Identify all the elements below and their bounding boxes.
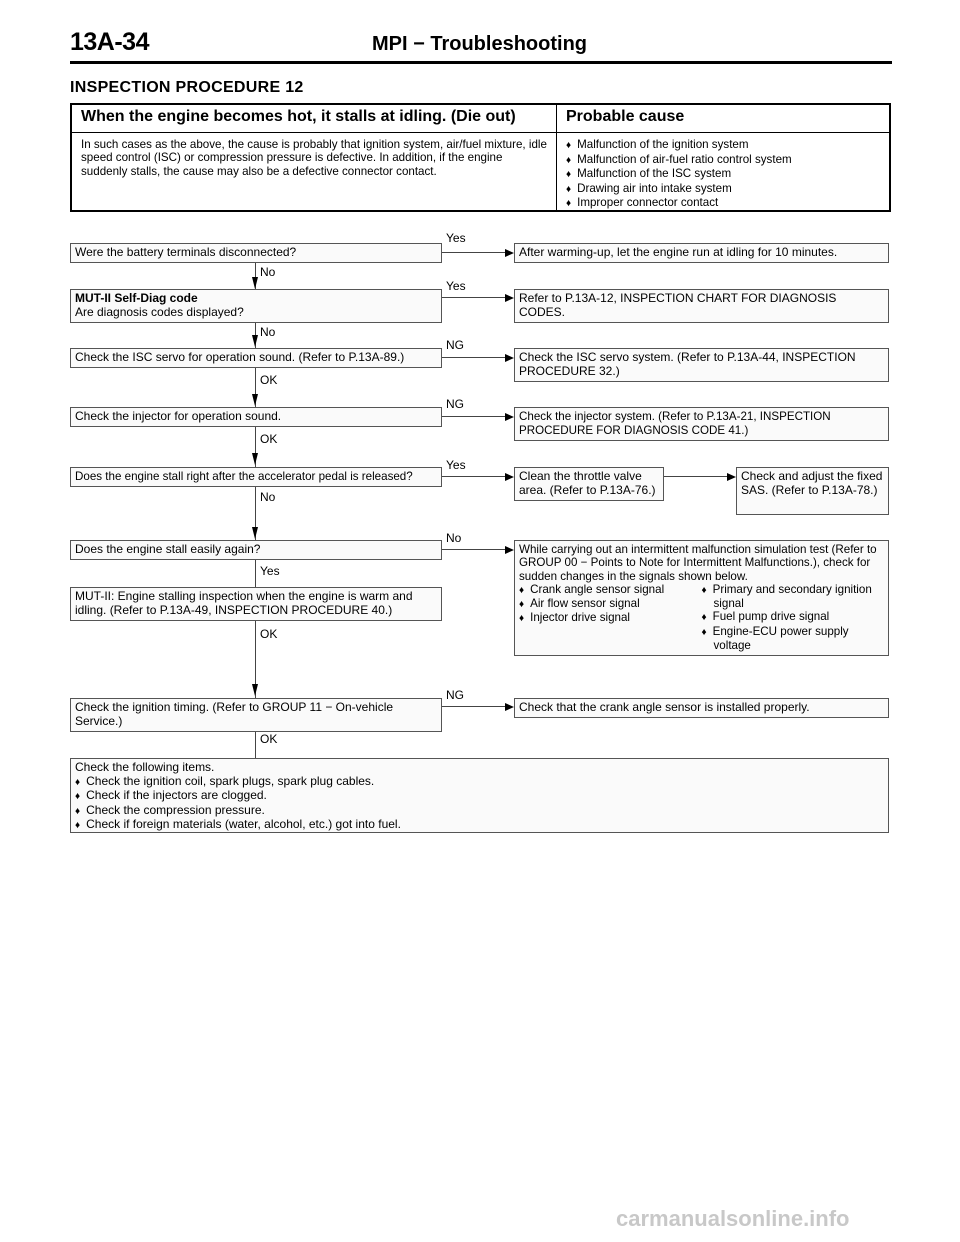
result-isc-system: Check the ISC servo system. (Refer to P.13A-44, INSPECTION PROCEDURE 32.) [514,348,889,382]
cause-item: ♦ Drawing air into intake system [566,182,792,197]
arrow-down-icon [252,335,258,347]
result-crank-sensor: Check that the crank angle sensor is installed properly. [514,698,889,718]
connector-line [442,357,506,358]
table-column-divider [556,105,557,210]
watermark: carmanualsonline.info [616,1206,850,1231]
signal-item: ♦ Air flow sensor signal [519,597,702,611]
arrow-right-icon [727,473,736,481]
connector-line [664,476,728,477]
connector-line [442,476,506,477]
no-label: No [446,531,462,545]
final-item: ♦ Check the compression pressure. [75,804,884,819]
connector-line [442,297,506,298]
probable-cause-list [566,138,792,211]
cause-item: ♦ Malfunction of the ignition system [566,138,792,153]
ok-label: OK [260,432,278,446]
result-simulation-test [514,540,889,656]
signal-item: ♦ Fuel pump drive signal [702,610,885,624]
final-check-items [70,758,889,833]
arrow-down-icon [252,684,258,696]
final-intro: Check the following items. [75,760,215,774]
arrow-right-icon [505,249,514,257]
signal-lists [519,583,884,652]
arrow-down-icon [252,394,258,406]
result-warm-up: After warming-up, let the engine run at idling for 10 minutes. [514,243,889,263]
step-mut-stalling: MUT-II: Engine stalling inspection when the engine is warm and idling. (Refer to P.13A-49, INSPECTION PROCEDURE 40.) [70,587,442,621]
signal-item: ♦ Engine-ECU power supply voltage [702,625,885,653]
no-label: No [260,490,276,504]
ng-label: NG [446,397,464,411]
no-label: No [260,265,276,279]
ok-label: OK [260,732,278,746]
step-ignition-timing: Check the ignition timing. (Refer to GROUP 11 − On-vehicle Service.) [70,698,442,732]
cause-item: ♦ Malfunction of air-fuel ratio control system [566,153,792,168]
cause-heading: Probable cause [566,108,685,125]
procedure-title: INSPECTION PROCEDURE 12 [70,79,304,96]
ng-label: NG [446,688,464,702]
step-injector-sound: Check the injector for operation sound. [70,407,442,427]
ok-label: OK [260,373,278,387]
symptom-description: In such cases as the above, the cause is probably that ignition system, air/fuel mixture, idle speed control (ISC) or compression pressure is defective. In addition, if the engine suddenly stalls, the cause may also be a defective connector contact. [81,138,547,178]
step-accelerator-stall: Does the engine stall right after the accelerator pedal is released? [70,467,442,487]
arrow-down-icon [252,277,258,289]
no-label: No [260,325,276,339]
signal-item: ♦ Injector drive signal [519,611,702,625]
connector-line [442,549,506,550]
header-rule [70,61,892,64]
step-self-diag-question: Are diagnosis codes displayed? [75,304,244,319]
signal-item: ♦ Crank angle sensor signal [519,583,702,597]
step-self-diag-title: MUT-II Self-Diag code [75,291,198,305]
page-number: 13A-34 [70,28,149,56]
yes-label: Yes [446,231,466,245]
result-injector-system: Check the injector system. (Refer to P.13A-21, INSPECTION PROCEDURE FOR DIAGNOSIS CODE 41.) [514,407,889,441]
arrow-right-icon [505,413,514,421]
arrow-right-icon [505,473,514,481]
final-item: ♦ Check the ignition coil, spark plugs, spark plug cables. [75,775,884,790]
connector-line [442,706,506,707]
result-diagnosis-chart: Refer to P.13A-12, INSPECTION CHART FOR DIAGNOSIS CODES. [514,289,889,323]
result-fixed-sas: Check and adjust the fixed SAS. (Refer to P.13A-78.) [736,467,889,515]
connector-line [442,252,506,253]
step-isc-servo: Check the ISC servo for operation sound. (Refer to P.13A-89.) [70,348,442,368]
final-item: ♦ Check if foreign materials (water, alcohol, etc.) got into fuel. [75,818,884,833]
cause-item: ♦ Malfunction of the ISC system [566,167,792,182]
arrow-right-icon [505,703,514,711]
simulation-intro: While carrying out an intermittent malfunction simulation test (Refer to GROUP 00 − Points to Note for Intermittent Malfunctions.), check for sudden changes in the signals shown below. [519,543,877,583]
yes-label: Yes [446,279,466,293]
ok-label: OK [260,627,278,641]
arrow-right-icon [505,546,514,554]
result-throttle-clean: Clean the throttle valve area. (Refer to P.13A-76.) [514,467,664,501]
ng-label: NG [446,338,464,352]
signal-list-right [702,583,885,652]
final-item: ♦ Check if the injectors are clogged. [75,789,884,804]
step-stall-again: Does the engine stall easily again? [70,540,442,560]
signal-item: ♦ Primary and secondary ignition signal [702,583,885,611]
section-title: MPI − Troubleshooting [372,33,587,55]
symptom-heading: When the engine becomes hot, it stalls at idling. (Die out) [81,108,516,125]
signal-list-left [519,583,702,652]
cause-item: ♦ Improper connector contact [566,196,792,211]
arrow-right-icon [505,294,514,302]
yes-label: Yes [446,458,466,472]
yes-label: Yes [260,564,280,578]
table-row-divider [72,132,889,133]
step-self-diag [70,289,442,323]
arrow-down-icon [252,527,258,539]
cause-table [70,103,891,212]
connector-line [442,416,506,417]
arrow-down-icon [252,453,258,465]
arrow-right-icon [505,354,514,362]
step-battery-check: Were the battery terminals disconnected? [70,243,442,263]
